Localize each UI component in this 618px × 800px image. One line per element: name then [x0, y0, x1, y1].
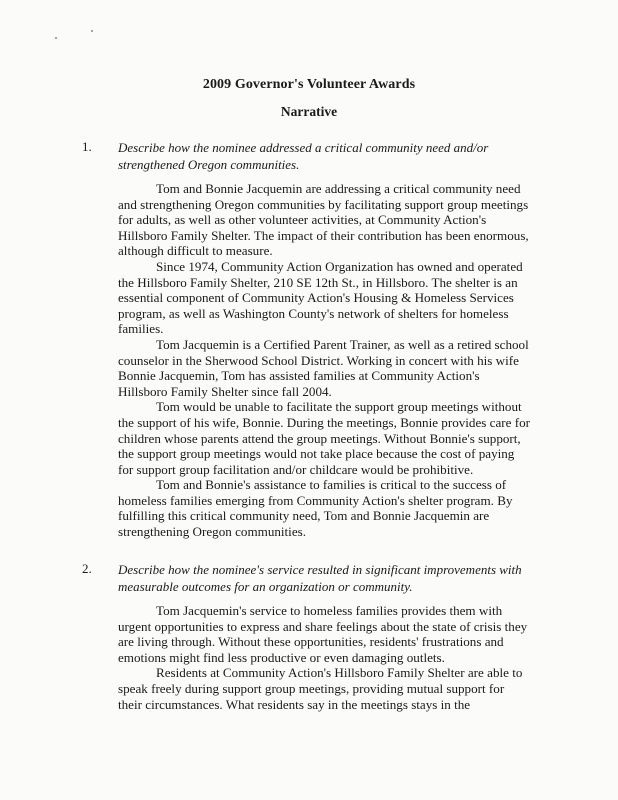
- scan-speck: [91, 30, 93, 32]
- question-number: 1.: [82, 139, 92, 154]
- answer-paragraph: Tom Jacquemin's service to homeless families provides them with urgent opportunities to express and share feelings about the state of crisis they are living through. Without these opportunities, residents' frustrations and emotions might find less productive or even damaging outlets.: [118, 603, 528, 665]
- answer-paragraph: Tom Jacquemin is a Certified Parent Trainer, as well as a retired school counselor in the Sherwood School District. Working in concert with his wife Bonnie Jacquemin, Tom has assisted families at Community Action's Hillsboro Family Shelter since fall 2004.: [118, 336, 529, 399]
- answer-paragraph: Tom would be unable to facilitate the support group meetings without the support of his wife, Bonnie. During the meetings, Bonnie provides care for children whose parents attend the group meetings. Without Bonnie's support, the support group meetings would not take place because the cost of paying for support group facilitation and/or childcare would be prohibitive.: [118, 399, 530, 477]
- question-prompt: Describe how the nominee's service resulted in significant improvements with measurable outcomes for an organization or community.: [118, 562, 522, 594]
- document-subtitle: Narrative: [280, 104, 338, 119]
- answer-paragraph: Tom and Bonnie Jacquemin are addressing a critical community need and strengthening Oregon communities by facilitating support group meetings for adults, as well as other volunteer activities, at Community Action's Hillsboro Family Shelter. The impact of their contribution has been enormous, although difficult to measure.: [118, 181, 529, 259]
- answer-paragraph: Tom and Bonnie's assistance to families is critical to the success of homeless families emerging from Community Action's shelter program. By fulfilling this critical community need, Tom and Bonnie Jacquemin are strengthening Oregon communities.: [118, 477, 513, 540]
- answer-section-2: [118, 603, 530, 712]
- question-number: 2.: [82, 561, 92, 576]
- document-title: 2009 Governor's Volunteer Awards: [202, 77, 416, 92]
- answer-section-1: [118, 181, 530, 540]
- answer-paragraph: Since 1974, Community Action Organization has owned and operated the Hillsboro Family Shelter, 210 SE 12th St., in Hillsboro. The shelter is an essential component of Community Action's Housing & Homeless Services program, as well as Washington County's network of shelters for homeless families.: [118, 258, 523, 337]
- scan-speck: [55, 37, 57, 39]
- question-prompt: Describe how the nominee addressed a critical community need and/or strengthened Oregon communities.: [118, 140, 489, 172]
- answer-paragraph: Residents at Community Action's Hillsboro Family Shelter are able to speak freely during support group meetings, providing mutual support for their circumstances. What residents say in the meetings stays in the: [118, 665, 523, 712]
